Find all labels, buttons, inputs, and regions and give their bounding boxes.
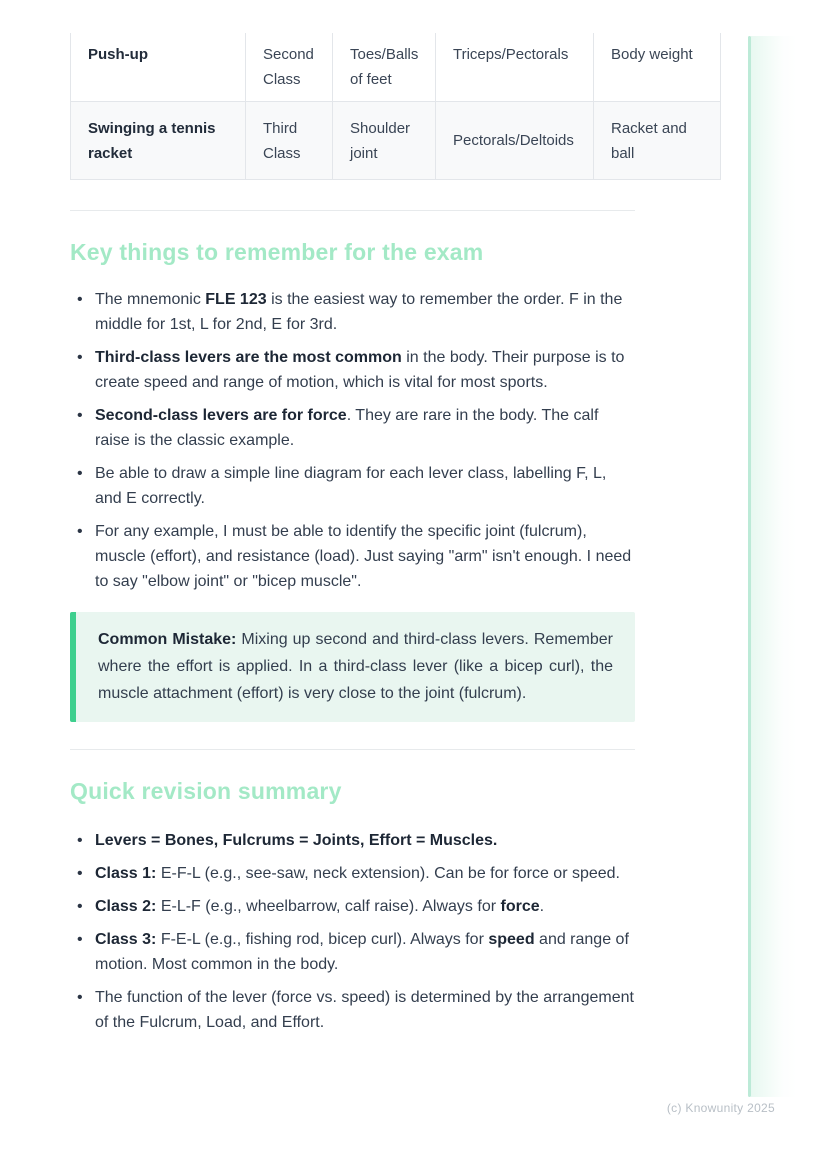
list-item (70, 828, 635, 853)
text-segment: in the body. Their purpose is to create speed and range of motion, which is vital for most sports. (95, 349, 625, 391)
text-segment: Third-class levers are the most common (95, 349, 402, 366)
effort-cell: Pectorals/Deltoids (436, 102, 594, 180)
exercise-cell: Swinging a tennis racket (71, 102, 246, 180)
text-segment: Class 1: (95, 865, 157, 882)
callout-text: Mixing up second and third-class levers. Remember where the effort is applied. In a third-class lever (like a bicep curl), the muscle attachment (effort) is very close to the joint (fulcrum). (98, 631, 613, 702)
list-item (70, 927, 635, 977)
text-segment: and range of motion. Most common in the body. (95, 931, 629, 973)
right-accent-fade (751, 36, 797, 1097)
section-divider (70, 210, 635, 211)
fulcrum-cell: Shoulder joint (333, 102, 436, 180)
fulcrum-cell: Toes/Balls of feet (333, 33, 436, 102)
load-cell: Body weight (594, 33, 721, 102)
text-segment: FLE 123 (205, 291, 267, 308)
list-item (70, 461, 635, 511)
text-segment: F-E-L (e.g., fishing rod, bicep curl). Always for (156, 931, 489, 948)
text-segment: is the easiest way to remember the order. F in the middle for 1st, L for 2nd, E for 3rd. (95, 291, 623, 333)
text-segment: For any example, I must be able to identify the specific joint (fulcrum), muscle (effort), and resistance (load). Just saying "arm" isn't enough. I need to say "elbow joint" or "bicep muscle". (95, 523, 632, 590)
text-segment: Levers = Bones, Fulcrums = Joints, Effort = Muscles. (95, 832, 498, 849)
section-divider (70, 749, 635, 750)
list-item (70, 861, 635, 886)
text-segment: The function of the lever (force vs. speed) is determined by the arrangement of the Fulcrum, Load, and Effort. (95, 989, 634, 1031)
lever-examples-table (70, 33, 721, 180)
list-item (70, 894, 635, 919)
lever-class-cell: Third Class (246, 102, 333, 180)
section-title-quick-revision: Quick revision summary (70, 778, 342, 804)
text-segment: E-L-F (e.g., wheelbarrow, calf raise). Always for (156, 898, 501, 915)
text-segment: Be able to draw a simple line diagram for each lever class, labelling F, L, and E correctly. (95, 465, 607, 507)
list-item (70, 403, 635, 453)
list-item (70, 287, 635, 337)
common-mistake-callout (70, 612, 635, 722)
text-segment: Class 3: (95, 931, 157, 948)
callout-label: Common Mistake: (98, 631, 237, 648)
section-title-key-things: Key things to remember for the exam (70, 239, 484, 265)
text-segment: . They are rare in the body. The calf raise is the classic example. (95, 407, 599, 449)
load-cell: Racket and ball (594, 102, 721, 180)
text-segment: force (500, 898, 540, 915)
effort-cell: Triceps/Pectorals (436, 33, 594, 102)
table-row (71, 33, 721, 102)
exercise-cell: Push-up (71, 33, 246, 102)
key-things-bullet-list (70, 287, 635, 594)
page-content (70, 0, 720, 1035)
text-segment: Second-class levers are for force (95, 407, 347, 424)
text-segment: Class 2: (95, 898, 157, 915)
lever-class-cell: Second Class (246, 33, 333, 102)
text-segment: speed (488, 931, 535, 948)
text-segment: . (539, 898, 545, 915)
list-item (70, 985, 635, 1035)
list-item (70, 519, 635, 594)
quick-revision-bullet-list (70, 828, 635, 1035)
text-segment: The mnemonic (95, 291, 206, 308)
list-item (70, 345, 635, 395)
text-segment: E-F-L (e.g., see-saw, neck extension). Can be for force or speed. (156, 865, 620, 882)
footer-credit: (c) Knowunity 2025 (666, 1101, 775, 1115)
table-row (71, 102, 721, 180)
